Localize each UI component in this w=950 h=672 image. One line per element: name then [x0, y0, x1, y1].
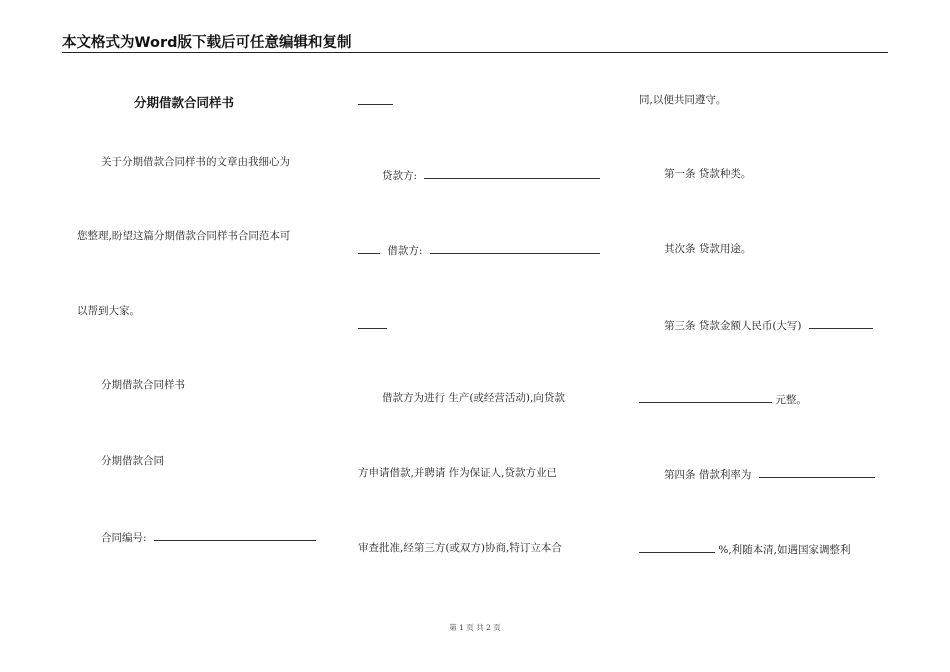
lender-row	[382, 167, 600, 183]
intro-line-1: 关于分期借款合同样书的文章由我细心为	[101, 156, 290, 168]
document-title: 分期借款合同样书	[134, 95, 235, 110]
para-line-3: 审查批准,经第三方(或双方)协商,特订立本合	[358, 542, 562, 554]
lender-label: 贷款方:	[382, 170, 418, 182]
article-2: 其次条 贷款用途。	[664, 243, 752, 255]
contract-number-blank	[154, 529, 316, 541]
para-line-1: 借款方为进行 生产(或经营活动),向贷款	[382, 392, 565, 404]
intro-line-2: 您整理,盼望这篇分期借款合同样书合同范本可	[77, 230, 291, 242]
contract-number-row	[101, 529, 316, 545]
article-4: 第四条 借款利率为	[664, 469, 752, 481]
para-line-2: 方申请借款,并聘请 作为保证人,贷款方业已	[358, 467, 558, 479]
heading-contract: 分期借款合同	[101, 455, 164, 467]
article-4-row	[664, 466, 875, 482]
article-3: 第三条 贷款金额人民币(大写)	[664, 320, 802, 332]
para-end: 同,以便共同遵守。	[639, 94, 727, 106]
article-3-cont-row	[639, 391, 807, 407]
intro-line-3: 以帮到大家。	[77, 305, 140, 317]
document-banner: 本文格式为Word版下载后可任意编辑和复制	[62, 35, 352, 51]
heading-sample: 分期借款合同样书	[101, 379, 185, 391]
blank-continuation-2	[358, 317, 387, 333]
article-3-suffix: 元整。	[775, 394, 807, 406]
article-4-cont: %,利随本清,如遇国家调整利	[718, 544, 851, 556]
borrower-blank	[430, 242, 600, 254]
article-3-row	[664, 317, 873, 333]
rate-blank	[759, 466, 875, 478]
article-4-cont-row	[639, 541, 851, 557]
amount-blank-2	[639, 391, 772, 403]
lender-blank	[424, 167, 600, 179]
borrower-label: 借款方:	[387, 245, 423, 257]
rate-blank-2	[639, 541, 715, 553]
header-divider	[62, 52, 888, 53]
borrower-row	[358, 242, 600, 258]
contract-number-label: 合同编号:	[101, 532, 147, 544]
page-number: 第 1 页 共 2 页	[449, 623, 501, 632]
article-1: 第一条 贷款种类。	[664, 168, 752, 180]
blank-continuation-1	[358, 93, 393, 109]
amount-blank	[809, 317, 873, 329]
